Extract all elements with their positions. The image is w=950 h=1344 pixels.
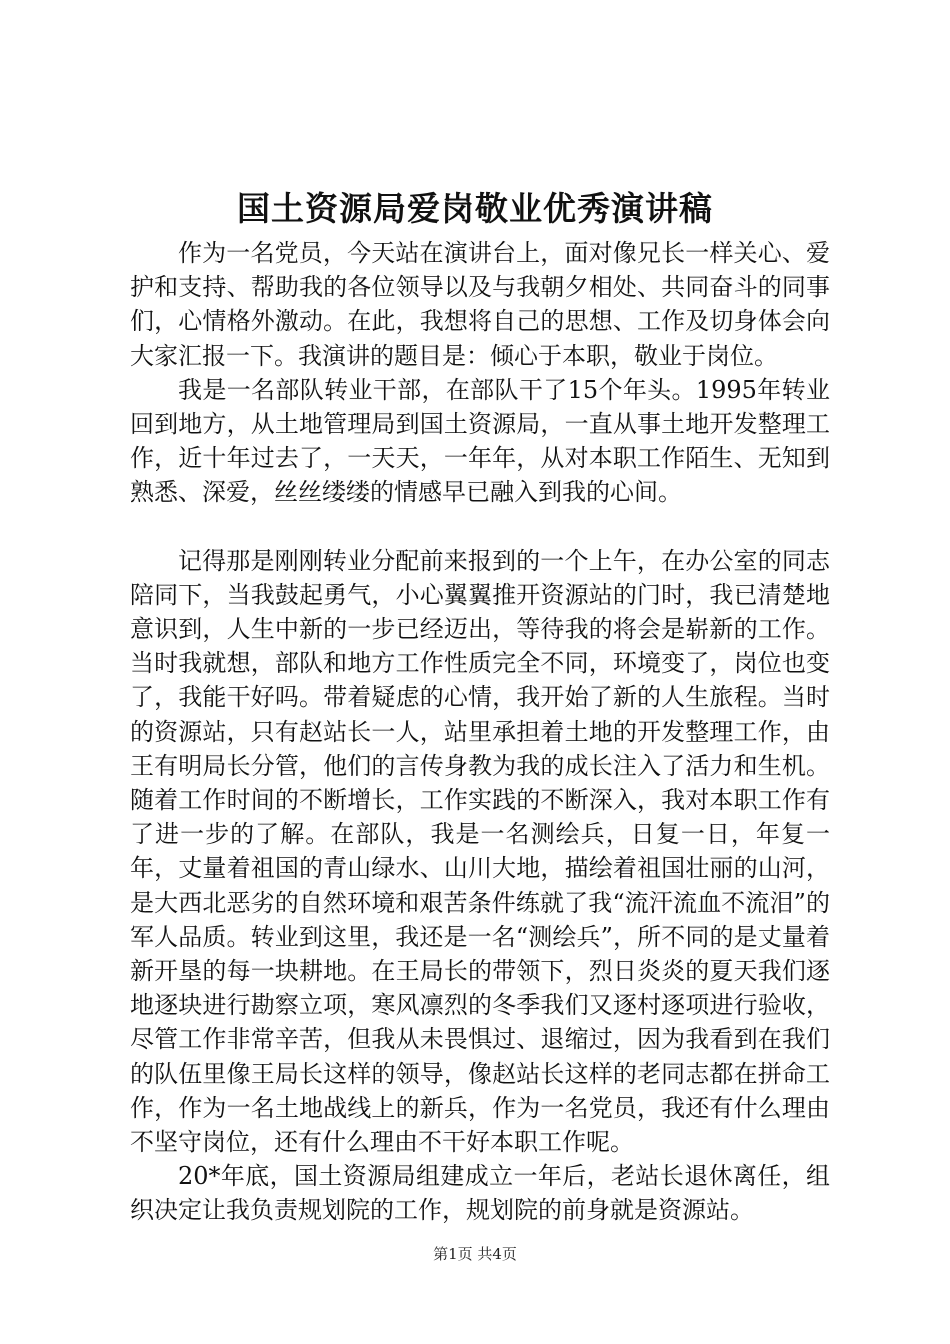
paragraph: 20*年底，国土资源局组建成立一年后，老站长退休离任，组织决定让我负责规划院的工作，规划院的前身就是资源站。	[130, 1162, 830, 1225]
page-number-footer: 第1页 共4页	[433, 1245, 517, 1263]
paragraph-spacer	[130, 510, 830, 544]
document-body	[130, 236, 830, 1228]
paragraph: 我是一名部队转业干部，在部队干了15个年头。1995年转业回到地方，从土地管理局到国土资源局，一直从事土地开发整理工作，近十年过去了，一天天，一年年，从对本职工作陌生、无知到熟悉、深爱，丝丝缕缕的情感早已融入到我的心间。	[130, 375, 830, 507]
paragraph: 作为一名党员，今天站在演讲台上，面对像兄长一样关心、爱护和支持、帮助我的各位领导以及与我朝夕相处、共同奋斗的同事们，心情格外激动。在此，我想将自己的思想、工作及切身体会向大家汇报一下。我演讲的题目是：倾心于本职，敬业于岗位。	[130, 239, 830, 370]
document-title: 国土资源局爱岗敬业优秀演讲稿	[237, 189, 713, 228]
paragraph: 记得那是刚刚转业分配前来报到的一个上午，在办公室的同志陪同下，当我鼓起勇气，小心翼翼推开资源站的门时，我已清楚地意识到，人生中新的一步已经迈出，等待我的将会是崭新的工作。当时我就想，部队和地方工作性质完全不同，环境变了，岗位也变了，我能干好吗。带着疑虑的心情，我开始了新的人生旅程。当时的资源站，只有赵站长一人，站里承担着土地的开发整理工作，由王有明局长分管，他们的言传身教为我的成长注入了活力和生机。随着工作时间的不断增长，工作实践的不断深入，我对本职工作有了进一步的了解。在部队，我是一名测绘兵，日复一日，年复一年，丈量着祖国的青山绿水、山川大地，描绘着祖国壮丽的山河，是大西北恶劣的自然环境和艰苦条件练就了我“流汗流血不流泪”的军人品质。转业到这里，我还是一名“测绘兵”，所不同的是丈量着新开垦的每一块耕地。在王局长的带领下，烈日炎炎的夏天我们逐地逐块进行勘察立项，寒风凛烈的冬季我们又逐村逐项进行验收，尽管工作非常辛苦，但我从未畏惧过、退缩过，因为我看到在我们的队伍里像王局长这样的领导，像赵站长这样的老同志都在拼命工作，作为一名土地战线上的新兵，作为一名党员，我还有什么理由不坚守岗位，还有什么理由不干好本职工作呢。	[130, 546, 830, 1157]
